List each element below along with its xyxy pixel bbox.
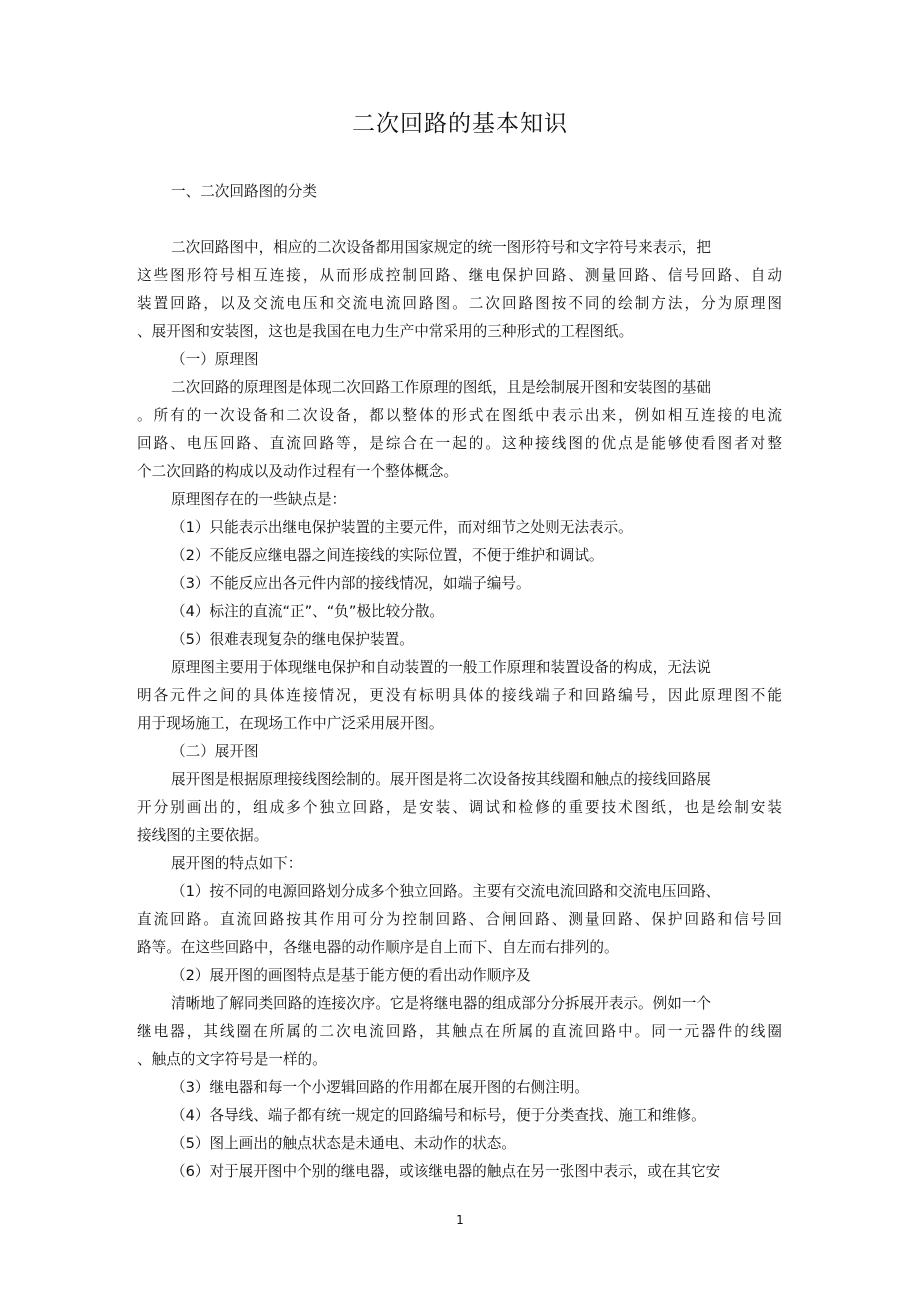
subheading-schematic: （一）原理图 (171, 351, 259, 368)
list-item: （4）各导线、端子都有统一规定的回路编号和标号，便于分类查找、施工和维修。 (171, 1107, 706, 1124)
paragraph-line: 这些图形符号相互连接，从而形成控制回路、继电保护回路、测量回路、信号回路、自动 (137, 267, 782, 284)
paragraph-line: 装置回路，以及交流电压和交流电流回路图。二次回路图按不同的绘制方法，分为原理图 (137, 295, 782, 312)
section-heading-classification: 一、二次回路图的分类 (171, 183, 317, 200)
list-item: （3）继电器和每一个小逻辑回路的作用都在展开图的右侧注明。 (171, 1079, 589, 1096)
paragraph-line: 原理图主要用于体现继电保护和自动装置的一般工作原理和装置设备的构成，无法说 (171, 659, 711, 676)
list-item: （1）只能表示出继电保护装置的主要元件，而对细节之处则无法表示。 (171, 519, 633, 536)
paragraph-line: 原理图存在的一些缺点是： (171, 491, 347, 508)
list-item: （5）很难表现复杂的继电保护装置。 (171, 631, 414, 648)
paragraph-line: 接线图的主要依据。 (137, 827, 269, 844)
list-item: （4）标注的直流“正”、“负”极比较分散。 (171, 603, 445, 620)
paragraph-line: 展开图是根据原理接线图绘制的。展开图是将二次设备按其线圈和触点的接线回路展 (171, 771, 711, 788)
paragraph-line: 展开图的特点如下： (171, 855, 303, 872)
list-item: （6）对于展开图中个别的继电器，或该继电器的触点在另一张图中表示，或在其它安 (171, 1163, 721, 1180)
subheading-expanded-diagram: （二）展开图 (171, 743, 259, 760)
paragraph-line: 继电器，其线圈在所属的二次电流回路，其触点在所属的直流回路中。同一元器件的线圈 (137, 1023, 782, 1040)
list-item: （1）按不同的电源回路划分成多个独立回路。主要有交流电流回路和交流电压回路、 (171, 883, 721, 900)
paragraph-line: 回路、电压回路、直流回路等，是综合在一起的。这种接线图的优点是能够使看图者对整 (137, 435, 782, 452)
paragraph-line: 直流回路。直流回路按其作用可分为控制回路、合闸回路、测量回路、保护回路和信号回 (137, 911, 782, 928)
paragraph-line: 路等。在这些回路中，各继电器的动作顺序是自上而下、自左而右排列的。 (137, 939, 619, 956)
paragraph-line: 二次回路的原理图是体现二次回路工作原理的图纸，且是绘制展开图和安装图的基础 (171, 379, 711, 396)
paragraph-line: 。所有的一次设备和二次设备，都以整体的形式在图纸中表示出来，例如相互连接的电流 (137, 407, 782, 424)
list-item: （3）不能反应出各元件内部的接线情况，如端子编号。 (171, 575, 531, 592)
paragraph-line: 、触点的文字符号是一样的。 (137, 1051, 327, 1068)
page-number: 1 (456, 1213, 464, 1227)
paragraph-line: 清晰地了解同类回路的连接次序。它是将继电器的组成部分分拆展开表示。例如一个 (171, 995, 711, 1012)
list-item: （5）图上画出的触点状态是未通电、未动作的状态。 (171, 1135, 516, 1152)
paragraph-line: 二次回路图中，相应的二次设备都用国家规定的统一图形符号和文字符号来表示，把 (171, 239, 711, 256)
paragraph-line: 、展开图和安装图，这也是我国在电力生产中常采用的三种形式的工程图纸。 (137, 323, 634, 340)
list-item: （2）展开图的画图特点是基于能方便的看出动作顺序及 (171, 967, 531, 984)
paragraph-line: 明各元件之间的具体连接情况，更没有标明具体的接线端子和回路编号，因此原理图不能 (137, 687, 782, 704)
paragraph-line: 个二次回路的构成以及动作过程有一个整体概念。 (137, 463, 459, 480)
paragraph-line: 用于现场施工，在现场工作中广泛采用展开图。 (137, 715, 444, 732)
list-item: （2）不能反应继电器之间连接线的实际位置，不便于维护和调试。 (171, 547, 604, 564)
page-title: 二次回路的基本知识 (352, 111, 568, 137)
paragraph-line: 开分别画出的，组成多个独立回路，是安装、调试和检修的重要技术图纸，也是绘制安装 (137, 799, 782, 816)
